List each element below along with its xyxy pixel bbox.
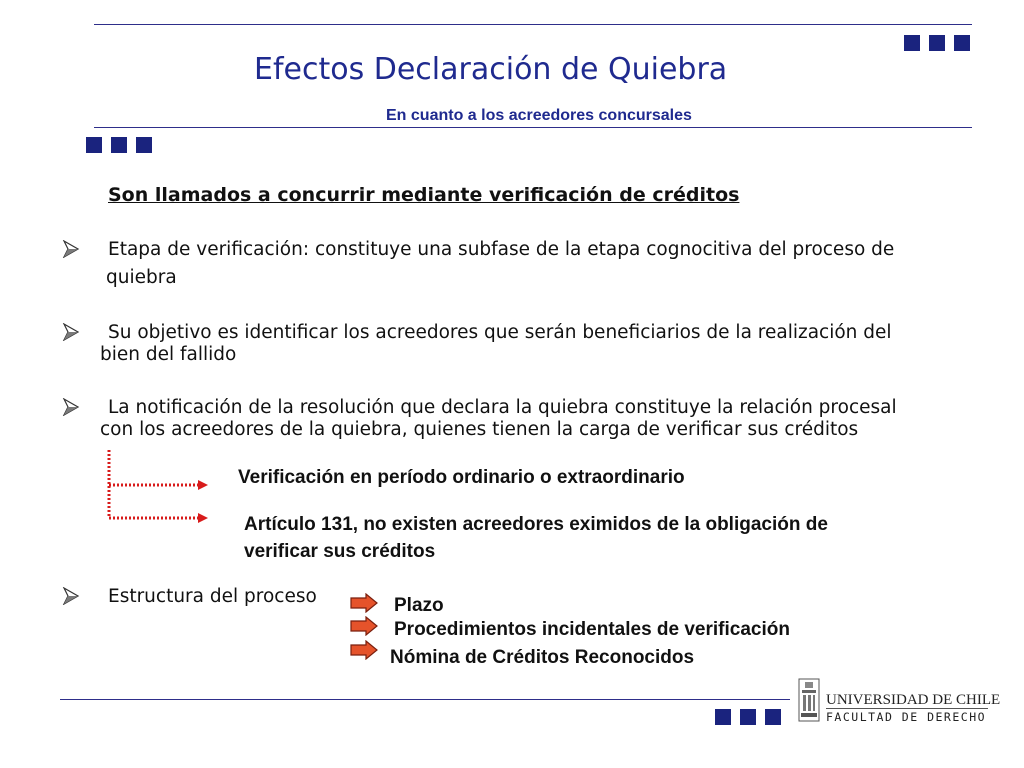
page-subtitle: En cuanto a los acreedores concursales xyxy=(386,107,692,124)
arrow-right-icon xyxy=(350,616,378,636)
bullet-1-line-1: Etapa de verificación: constituye una subfase de la etapa cognocitiva del proceso de xyxy=(108,239,895,260)
bullet-arrow-icon xyxy=(62,587,80,605)
bullet-arrow-icon xyxy=(62,240,80,258)
bullet-1-line-2: quiebra xyxy=(106,267,177,288)
dotted-connector xyxy=(100,448,220,528)
bullet-4-line-1: Estructura del proceso xyxy=(108,586,317,607)
bullet-2-line-2: bien del fallido xyxy=(100,344,237,365)
branch-ordinario: Verificación en período ordinario o extraordinario xyxy=(238,467,685,488)
bottom-rule xyxy=(60,699,790,700)
faculty-name: FACULTAD DE DERECHO xyxy=(826,710,987,724)
bullet-3-line-1: La notificación de la resolución que declara la quiebra constituye la relación procesal xyxy=(108,397,897,418)
arrow-right-icon xyxy=(350,640,378,660)
branch-articulo-131-line-2: verificar sus créditos xyxy=(244,541,436,562)
section-heading: Son llamados a concurrir mediante verificación de créditos xyxy=(108,184,740,206)
page-title: Efectos Declaración de Quiebra xyxy=(254,52,728,87)
structure-item-nomina: Nómina de Créditos Reconocidos xyxy=(390,647,695,668)
arrow-right-icon xyxy=(350,593,378,613)
branch-articulo-131-line-1: Artículo 131, no existen acreedores eximidos de la obligación de xyxy=(244,514,828,535)
university-crest-icon xyxy=(796,677,822,723)
structure-item-procedimientos: Procedimientos incidentales de verificación xyxy=(394,619,790,640)
bullet-2-line-1: Su objetivo es identificar los acreedores que serán beneficiarios de la realización del xyxy=(108,322,892,343)
bullet-arrow-icon xyxy=(62,398,80,416)
logo-divider xyxy=(826,708,988,709)
subtitle-rule xyxy=(94,127,972,128)
university-name: UNIVERSIDAD DE CHILE xyxy=(826,692,1001,708)
bullet-3-line-2: con los acreedores de la quiebra, quienes tienen la carga de verificar sus créditos xyxy=(100,419,859,440)
structure-item-plazo: Plazo xyxy=(394,595,444,616)
bullet-arrow-icon xyxy=(62,323,80,341)
top-rule xyxy=(94,24,972,25)
